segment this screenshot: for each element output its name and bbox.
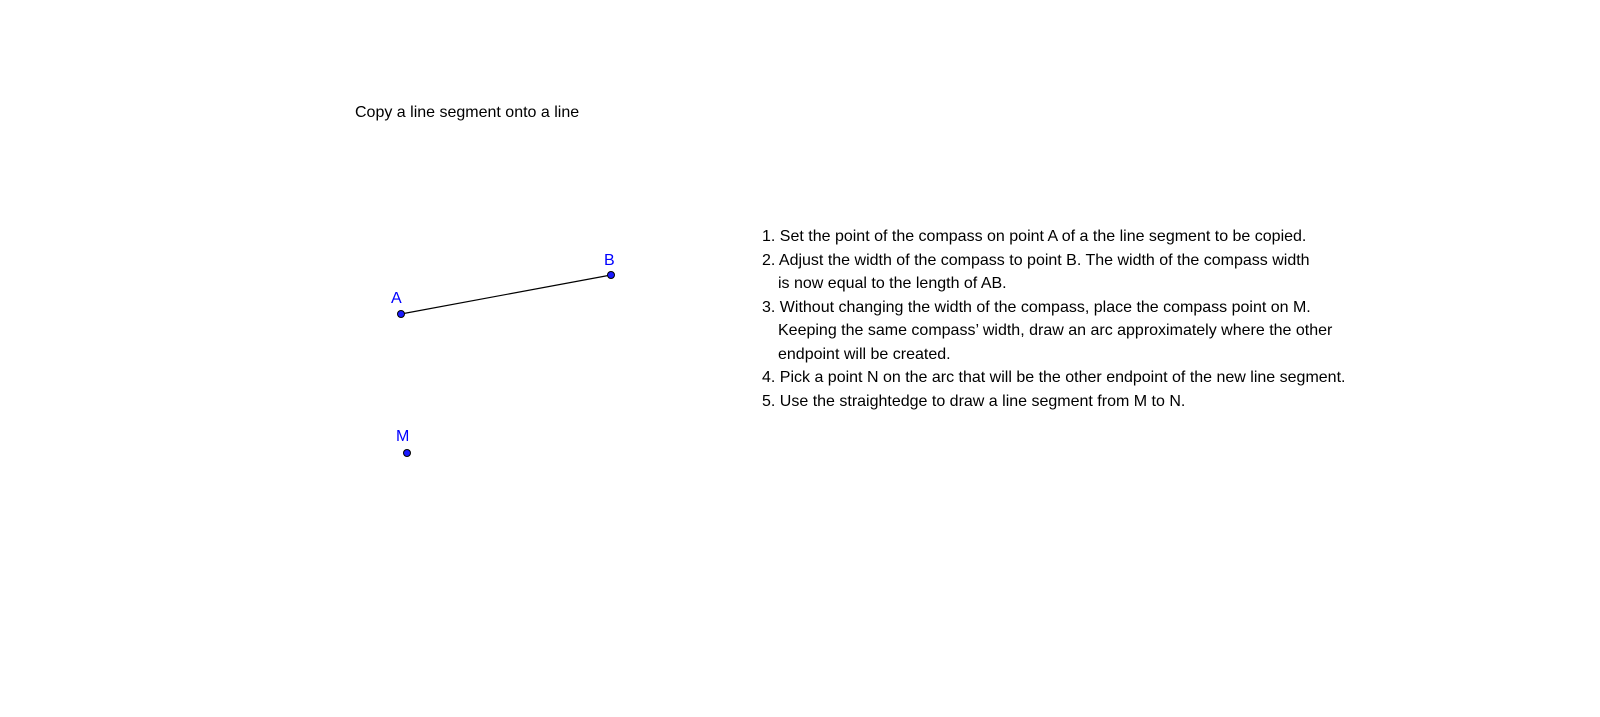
step-line: endpoint will be created.: [778, 345, 951, 363]
point-m-label: M: [396, 428, 410, 445]
step-line: Keeping the same compass’ width, draw an arc approximately where the other: [778, 322, 1333, 339]
point-b[interactable]: [608, 272, 615, 279]
step-line: 5. Use the straightedge to draw a line segment from M to N.: [762, 392, 1186, 410]
step-line: 1. Set the point of the compass on point A of a the line segment to be copied.: [762, 228, 1307, 245]
step-line: 2. Adjust the width of the compass to point B. The width of the compass width: [762, 251, 1310, 269]
point-m[interactable]: [404, 450, 411, 457]
point-a-label: A: [391, 290, 402, 307]
instructions-text: [762, 225, 1345, 413]
segment-ab[interactable]: [401, 275, 611, 314]
point-a[interactable]: [398, 311, 405, 318]
page-title: Copy a line segment onto a line: [355, 104, 580, 121]
step-line: is now equal to the length of AB.: [778, 275, 1007, 292]
point-b-label: B: [604, 252, 615, 269]
step-line: 3. Without changing the width of the compass, place the compass point on M.: [762, 298, 1311, 316]
step-line: 4. Pick a point N on the arc that will be the other endpoint of the new line segment.: [762, 369, 1346, 386]
